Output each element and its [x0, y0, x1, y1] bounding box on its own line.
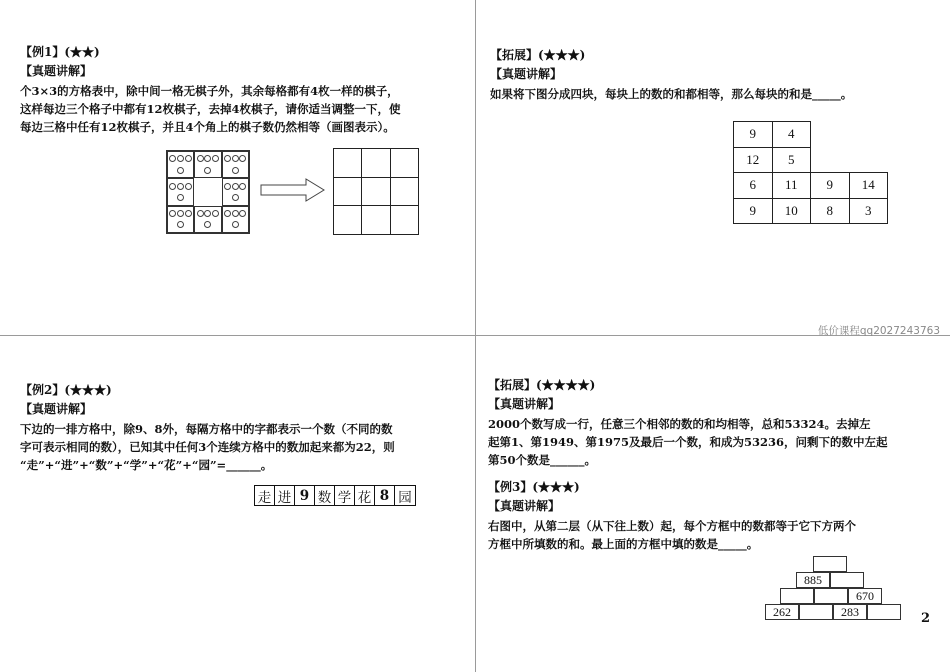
- number-cell: 8: [810, 198, 850, 225]
- number-cell: 9: [733, 198, 773, 225]
- empty-cell: [362, 206, 390, 235]
- example-2-tag: 【例2】(★★★): [20, 383, 112, 397]
- strip-cell: 8: [375, 486, 395, 505]
- coin-cell-border: [194, 151, 221, 178]
- empty-cell: [390, 206, 418, 235]
- example-3-section: [488, 479, 938, 553]
- empty-cell: [390, 177, 418, 206]
- extension-1-subtag: 【真题讲解】: [490, 67, 563, 81]
- pyramid-box: [867, 604, 901, 620]
- number-cell: 9: [810, 172, 850, 199]
- pyramid-box: 885: [796, 572, 830, 588]
- coin-cell-border: [167, 178, 194, 205]
- number-cell: 11: [772, 172, 812, 199]
- problem-line: 2000个数写成一行，任意三个相邻的数的和均相等，总和53324。去掉左: [488, 417, 871, 431]
- example-1-tag: 【例1】(★★): [20, 45, 100, 59]
- strip-cell: 9: [295, 486, 315, 505]
- example-1-section: [20, 44, 460, 136]
- problem-line: 个3×3的方格表中，除中间一格无棋子外，其余每格都有4枚一样的棋子，: [20, 84, 399, 98]
- example-3-problem: [488, 517, 938, 553]
- number-cell: 4: [772, 121, 812, 148]
- example-1-subtag: 【真题讲解】: [20, 64, 93, 78]
- number-cell: 9: [733, 121, 773, 148]
- number-cell: 3: [849, 198, 889, 225]
- page-number: 2: [921, 611, 931, 626]
- number-cell: 14: [849, 172, 889, 199]
- number-cell: 6: [733, 172, 773, 199]
- example-3-tag: 【例3】(★★★): [488, 480, 580, 494]
- problem-line: 这样每边三个格子中都有12枚棋子，去掉4枚棋子，请你适当调整一下，使: [20, 102, 401, 116]
- example-2-problem: [20, 420, 465, 474]
- pyramid-box: 283: [833, 604, 867, 620]
- strip-cell: 数: [315, 486, 335, 505]
- pyramid-box: [799, 604, 833, 620]
- empty-cell: [334, 149, 362, 178]
- pyramid-box: [830, 572, 864, 588]
- problem-line: 第50个数是______。: [488, 453, 597, 467]
- strip-cell: 进: [275, 486, 295, 505]
- example-2-subtag: 【真题讲解】: [20, 402, 93, 416]
- problem-line: 右图中，从第二层（从下往上数）起，每个方框中的数都等于它下方两个: [488, 519, 856, 533]
- right-arrow-icon: [260, 178, 326, 202]
- strip-cell: 学: [335, 486, 355, 505]
- coin-cell-border: [222, 206, 249, 233]
- watermark: 低价课程qq2027243763: [817, 325, 940, 337]
- coin-cell-border: [167, 151, 194, 178]
- extension-2-subtag: 【真题讲解】: [488, 397, 561, 411]
- pyramid-box: [813, 556, 847, 572]
- pyramid-box: [780, 588, 814, 604]
- extension-1-tag: 【拓展】(★★★): [490, 48, 586, 62]
- problem-line: 起第1、第1949、第1975及最后一个数，和成为53236，问剩下的数中左起: [488, 435, 888, 449]
- number-cell: 10: [772, 198, 812, 225]
- horizontal-divider: [0, 335, 950, 336]
- strip-cell: 走: [255, 486, 275, 505]
- coin-cell-border: [167, 206, 194, 233]
- coin-cell: [194, 178, 222, 206]
- number-cell: 12: [733, 147, 773, 174]
- coin-cell-border: [194, 206, 221, 233]
- pyramid-box: 670: [848, 588, 882, 604]
- empty-cell: [390, 149, 418, 178]
- problem-line: 下边的一排方格中，除9、8外，每隔方格中的字都表示一个数（不同的数: [20, 422, 393, 436]
- extension-2-section: [488, 377, 938, 469]
- example-2-section: [20, 382, 465, 474]
- example-3-subtag: 【真题讲解】: [488, 499, 561, 513]
- problem-line: 方框中所填数的和。最上面的方框中填的数是_____。: [488, 537, 759, 551]
- problem-line: 每边三格中任有12枚棋子，并且4个角上的棋子数仍然相等（画图表示）。: [20, 120, 395, 134]
- problem-line: “走”+“进”+“数”+“学”+“花”+“园”=______。: [20, 458, 273, 472]
- pyramid-box: 262: [765, 604, 799, 620]
- problem-line: 字可表示相同的数），已知其中任何3个连续方格中的数加起来都为22，则: [20, 440, 395, 454]
- coin-grid-figure: [166, 150, 250, 234]
- coin-cell-border: [222, 151, 249, 178]
- number-cell: 5: [772, 147, 812, 174]
- empty-cell: [362, 177, 390, 206]
- character-strip: [254, 485, 416, 506]
- empty-cell: [362, 149, 390, 178]
- empty-cell: [334, 177, 362, 206]
- pyramid-box: [814, 588, 848, 604]
- strip-cell: 园: [398, 489, 412, 506]
- empty-cell: [334, 206, 362, 235]
- example-1-problem: [20, 82, 460, 136]
- strip-cell: 花: [355, 486, 375, 505]
- extension-2-tag: 【拓展】(★★★★): [488, 378, 596, 392]
- coin-cell-border: [222, 178, 249, 205]
- vertical-divider: [475, 0, 476, 672]
- empty-grid-figure: [333, 148, 419, 235]
- extension-2-problem: [488, 415, 938, 469]
- extension-1-problem: 如果将下图分成四块，每块上的数的和都相等，那么每块的和是_____。: [490, 87, 853, 101]
- extension-1-section: [490, 47, 940, 103]
